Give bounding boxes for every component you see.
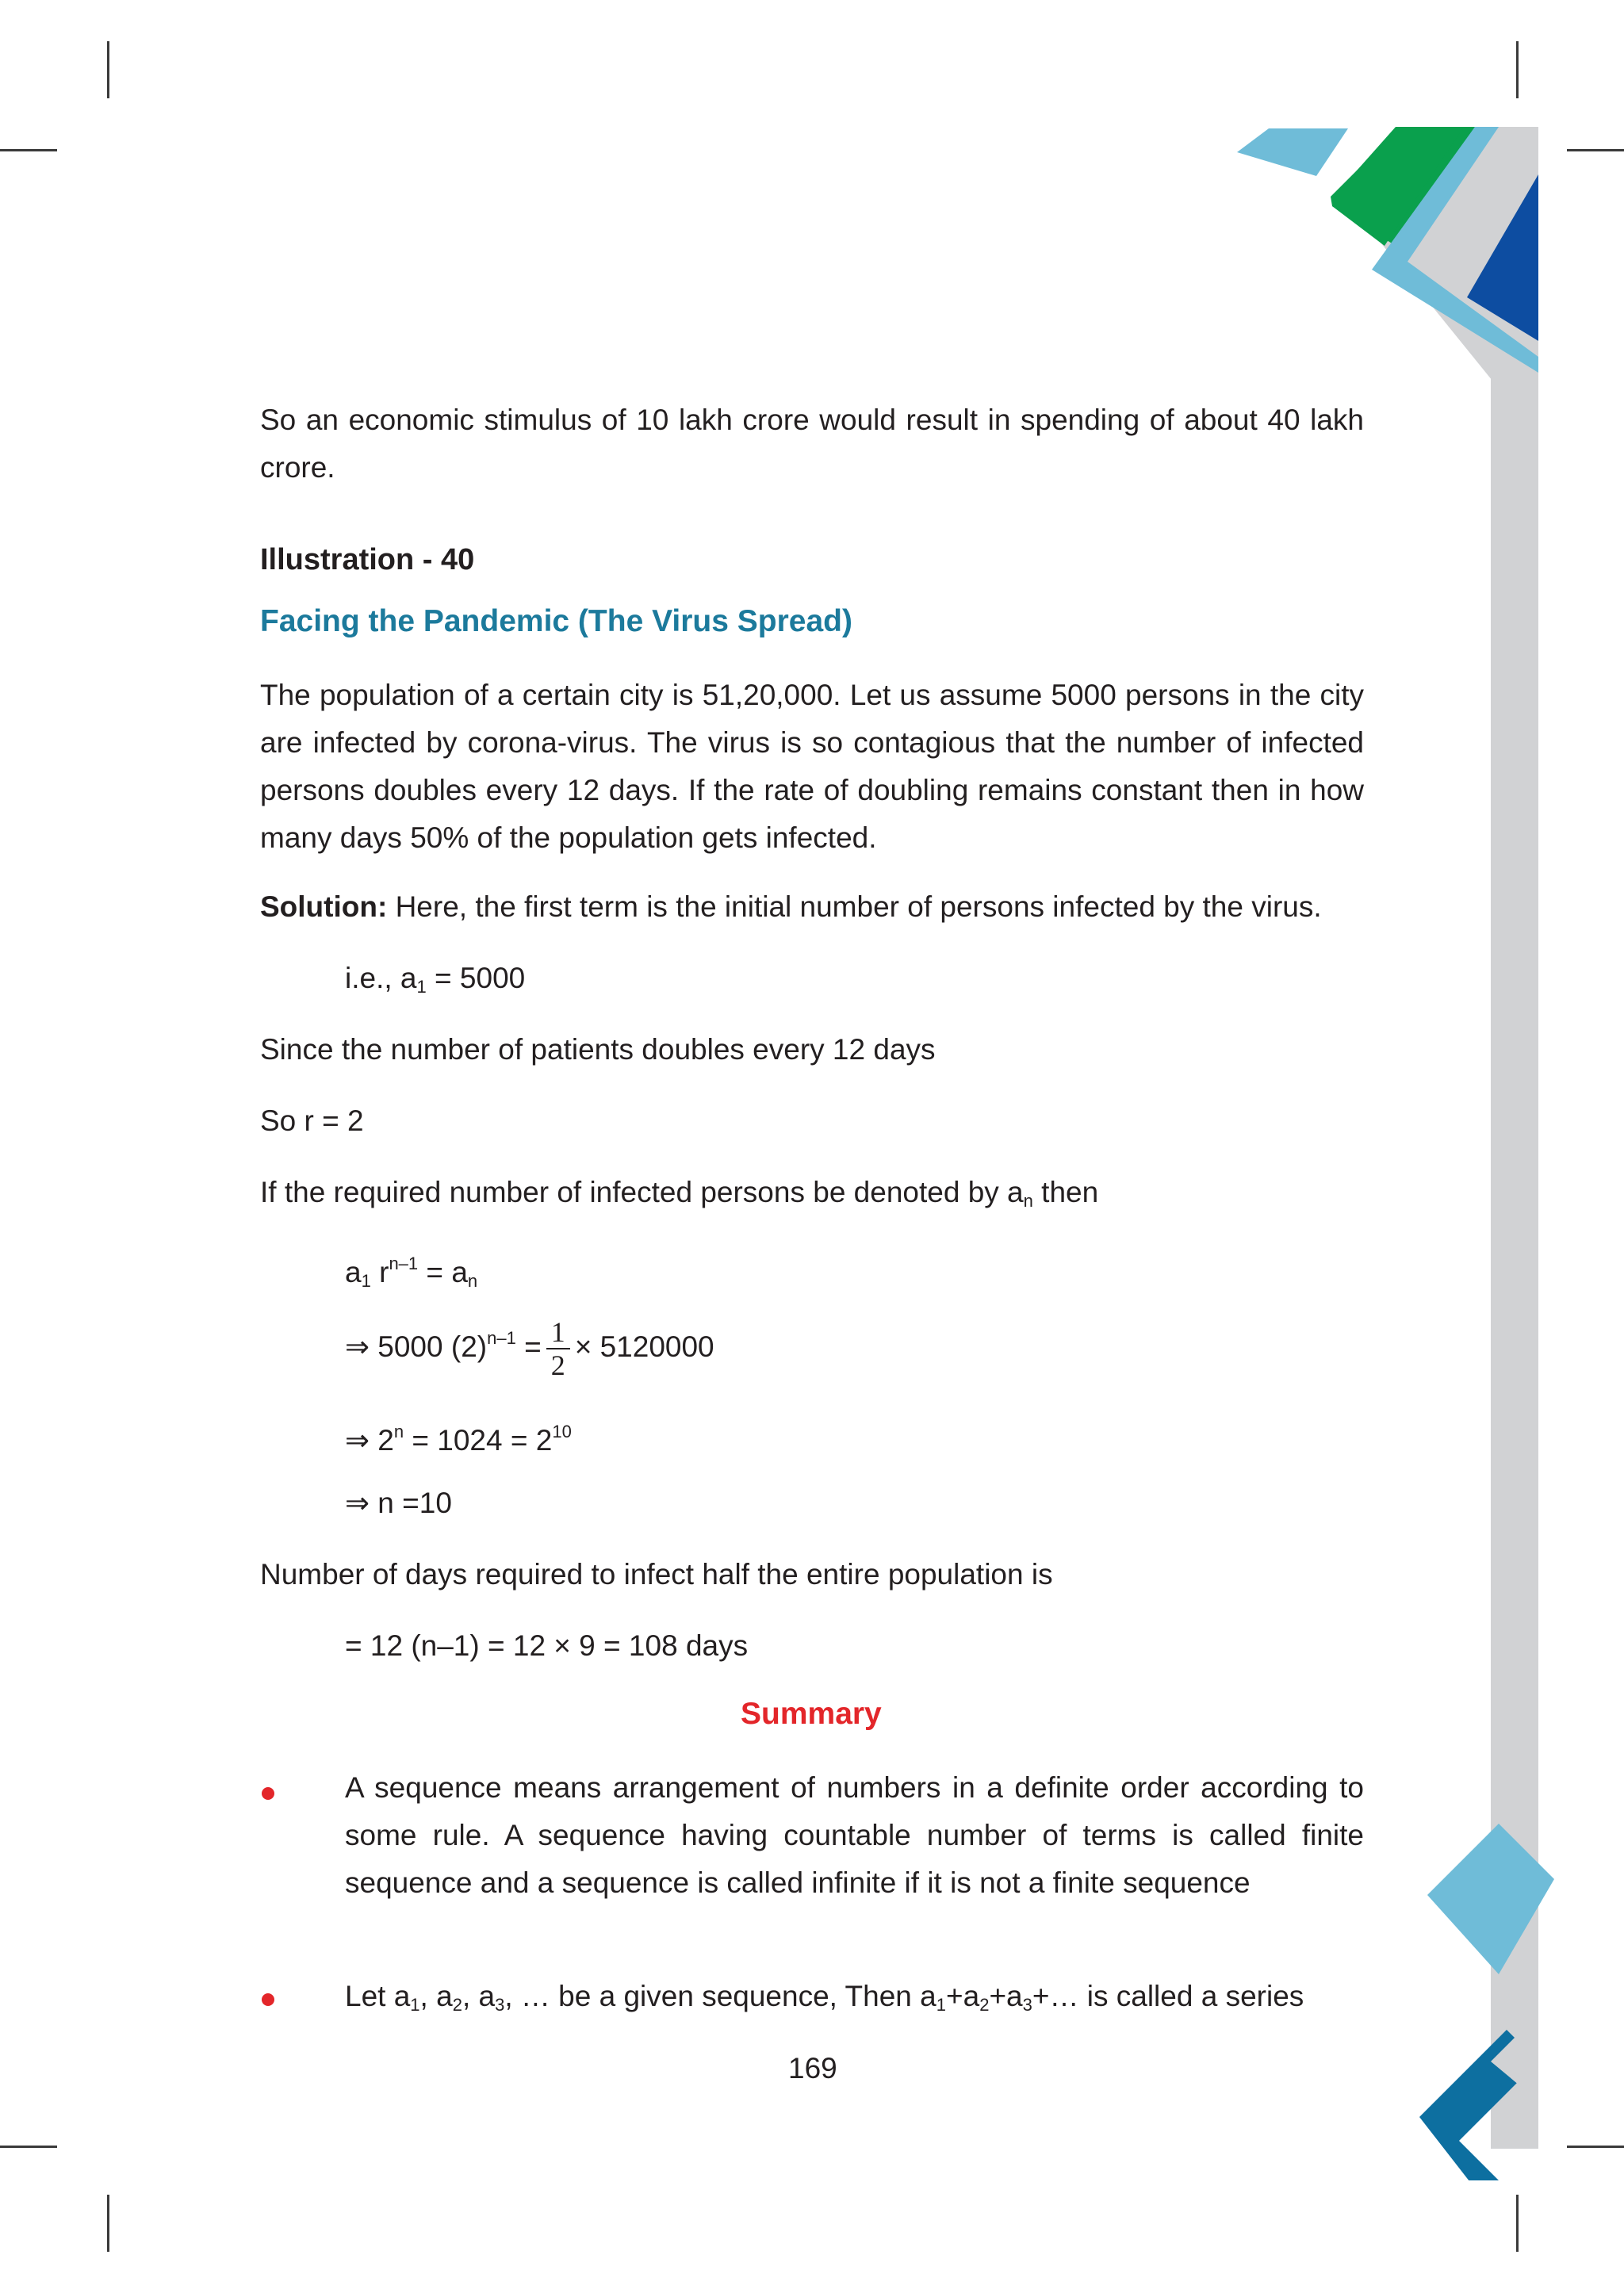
eq2-sup: n–1 [487, 1328, 516, 1348]
doubling-line: Since the number of patients doubles every 12 days [260, 1033, 936, 1066]
a1-suffix: = 5000 [426, 962, 526, 994]
eq3-lhs: ⇒ 2 [345, 1424, 394, 1457]
solution-text: Here, the first term is the initial number of persons infected by the virus. [387, 890, 1322, 923]
crop-mark [0, 2146, 57, 2148]
crop-mark [0, 149, 57, 151]
r-value-line: So r = 2 [260, 1104, 364, 1137]
fraction-numerator: 1 [546, 1316, 570, 1349]
crop-mark [1516, 2195, 1519, 2252]
b2-sub: 3 [1022, 1995, 1032, 2015]
equation-1 [345, 1245, 477, 1300]
bullet-icon [262, 1787, 274, 1800]
summary-title: Summary [741, 1697, 882, 1731]
solution-label: Solution: [260, 890, 388, 923]
equation-3 [345, 1413, 572, 1460]
eq1-rhs: = a [418, 1256, 468, 1288]
illustration-label: Illustration - 40 [260, 543, 475, 576]
equation-4: ⇒ n =10 [345, 1487, 452, 1519]
equation-2 [345, 1300, 714, 1385]
a1-equation [345, 959, 525, 1006]
eq2-eq: = [515, 1330, 542, 1363]
summary-bullet-1: A sequence means arrangement of numbers in a definite order according to some rule. A sequence having countable number of terms is called finite sequence and a sequence is called infinite if it is not a finite sequence [345, 1771, 1364, 1899]
b2-sub: 1 [410, 1995, 420, 2015]
intro-paragraph: So an economic stimulus of 10 lakh crore would result in spending of about 40 lakh crore. [260, 404, 1364, 484]
eq3-sup2: 10 [552, 1422, 572, 1441]
b2-sub: 2 [452, 1995, 462, 2015]
eq2-lhs: ⇒ 5000 (2) [345, 1330, 488, 1363]
eq3-mid: = 1024 = 2 [404, 1424, 553, 1457]
eq1-r-sup: n–1 [389, 1254, 419, 1273]
page-number: 169 [788, 2052, 837, 2084]
b2-sub: 2 [979, 1995, 990, 2015]
a1-sub: 1 [416, 977, 427, 997]
a1-prefix: i.e., a [345, 962, 417, 994]
crop-mark [107, 2195, 109, 2252]
b2-text: , a [462, 1980, 496, 2012]
b2-sub: 3 [495, 1995, 505, 2015]
eq1-r: r [370, 1256, 389, 1288]
crop-mark [1567, 149, 1624, 151]
an-sub: n [1023, 1191, 1033, 1211]
eq1-a-sub: 1 [361, 1271, 371, 1291]
problem-paragraph: The population of a certain city is 51,20,000. Let us assume 5000 persons in the city are infected by corona-virus. The virus is so contagious that the number of infected persons doubles every 12 days. If the rate of doubling remains constant then in how many days 50% of the population gets infected. [260, 679, 1364, 854]
b2-sub: 1 [936, 1995, 946, 2015]
b2-text: , … be a given sequence, Then a [504, 1980, 936, 2012]
b2-text: +a [989, 1980, 1023, 2012]
an-line [260, 1173, 1098, 1220]
b2-text: +a [946, 1980, 980, 2012]
fraction-denominator: 2 [550, 1349, 565, 1382]
an-text: If the required number of infected persons be denoted by a [260, 1176, 1024, 1208]
eq1-a: a [345, 1256, 362, 1288]
b2-text: +… is called a series [1032, 1980, 1304, 2012]
crop-mark [1516, 41, 1519, 98]
solution-line [260, 888, 1322, 926]
b2-text: Let a [345, 1980, 411, 2012]
an-suffix: then [1032, 1176, 1099, 1208]
bullet-icon [262, 1993, 274, 2006]
days-equation: = 12 (n–1) = 12 × 9 = 108 days [345, 1629, 749, 1662]
eq3-sup: n [393, 1422, 404, 1441]
fraction-half [546, 1316, 570, 1381]
crop-mark [1567, 2146, 1624, 2148]
summary-bullet-2 [345, 1977, 1304, 2024]
eq1-rhs-sub: n [467, 1271, 478, 1291]
illustration-title: Facing the Pandemic (The Virus Spread) [260, 604, 852, 638]
b2-text: , a [419, 1980, 453, 2012]
eq2-rhs: × 5120000 [574, 1330, 714, 1363]
crop-mark [107, 41, 109, 98]
days-text: Number of days required to infect half the entire population is [260, 1558, 1053, 1591]
